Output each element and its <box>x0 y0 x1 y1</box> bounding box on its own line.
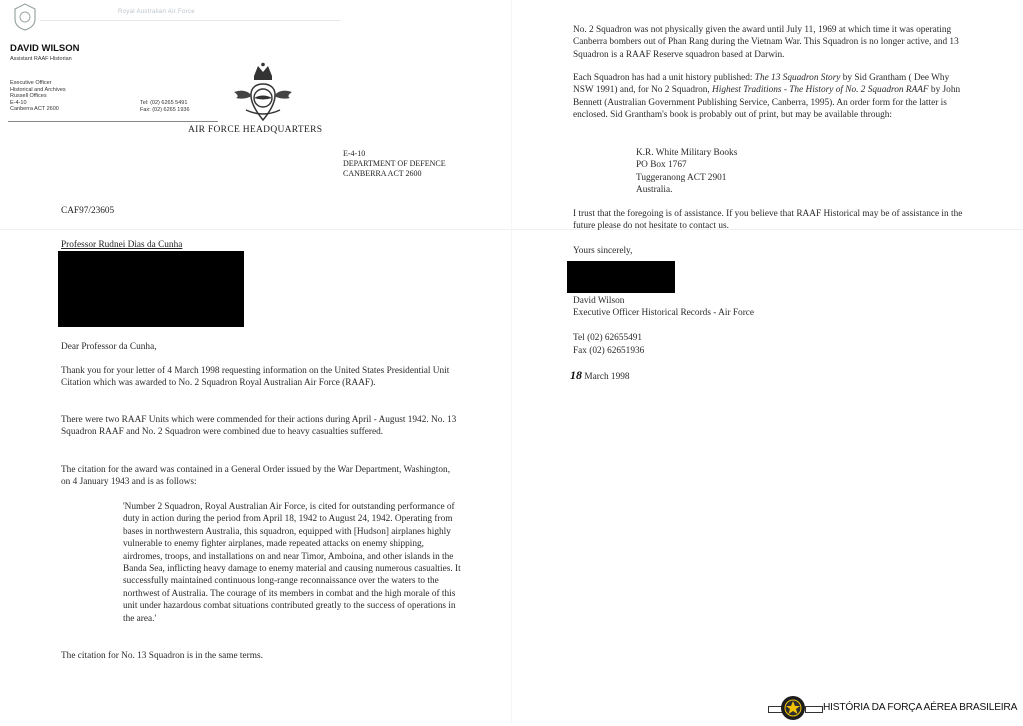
crest-small-icon <box>12 2 38 32</box>
raaf-crest-icon <box>232 62 294 126</box>
brand-roundel-icon <box>780 695 806 721</box>
office-line: Canberra ACT 2600 <box>10 106 59 112</box>
office-address <box>10 80 66 113</box>
book-title: The 13 Squadron Story <box>754 73 841 83</box>
header-rule <box>8 121 218 122</box>
address-block <box>343 149 446 179</box>
book-title: Highest Traditions - The History of No. 2 Squadron RAAF <box>712 85 929 96</box>
text-run: by John Bennett (Australian Government Publishing Service, Canberra, 1995). An order form for the latter is enclosed. Sid Grantham's book is probably out of print, but may be available through: <box>573 85 961 121</box>
bookshop-line: Tuggeranong ACT 2901 <box>636 172 727 183</box>
author-title: Assistant RAAF Historian <box>10 56 72 62</box>
address-line: E-4-10 <box>343 149 366 158</box>
watermark-text: Royal Australian Air Force <box>118 9 195 15</box>
text-run: Each Squadron has had a unit history published: <box>573 73 755 83</box>
signer-title: Executive Officer Historical Records - Air Force <box>573 308 755 318</box>
contact-tel: Tel (02) 62655491 <box>573 333 643 343</box>
bookshop-line: PO Box 1767 <box>636 160 687 171</box>
brand-bar-right <box>805 706 823 713</box>
paragraph: No. 2 Squadron was not physically given the award until July 11, 1969 at which time it was operating Canberra bombers out of Phan Rang during the Vietnam War. This Squadron is no longer active, and 13 Squadron is a RAAF Reserve squadron based at Darwin. <box>573 25 959 60</box>
address-line: CANBERRA ACT 2600 <box>343 169 422 178</box>
fax: Fax: (02) 6265 1936 <box>140 106 190 113</box>
bookshop-line: Australia. <box>636 185 673 196</box>
handwritten-day: 18 <box>570 368 582 382</box>
tel: Tel: (02) 6265 5491 <box>140 100 188 106</box>
valediction: Yours sincerely, <box>573 246 633 256</box>
paragraph: Thank you for your letter of 4 March 1998 requesting information on the United States Presidential Unit Citation which was awarded to No. 2 Squadron Royal Australian Air Force (RAAF). <box>61 366 450 389</box>
paragraph: I trust that the foregoing is of assistance. If you believe that RAAF Historical may be of assistance in the future please do not hesitate to contact us. <box>573 209 963 232</box>
signature-redaction <box>567 261 675 293</box>
reference-number: CAF97/23605 <box>61 206 115 216</box>
recipient-address-redaction <box>58 251 244 327</box>
citation-quote: 'Number 2 Squadron, Royal Australian Air Force, is cited for outstanding performance of duty in action during the period from April 18, 1942 to August 24, 1942. Operating from bases in northwestern Australia, this squadron, equipped with [Hudson] airplanes highly vulnerable to enemy fighter airplanes, made repeated attacks on enemy shipping, airdromes, troops, and installations on and near Timor, Amboina, and other islands in the Banda Sea, inflicting heavy damage to enemy material and causing numerous casualties. It successfully maintained continuous long-range reconnaissance over the waters to the northwest of Australia. The courage of its members in combat and the high morale of this unit under hazardous combat situations contributed greatly to the success of operations in the area.' <box>123 502 461 624</box>
footer-brand <box>768 695 1020 721</box>
address-line: DEPARTMENT OF DEFENCE <box>343 159 446 168</box>
tel-fax <box>140 100 190 113</box>
paragraph: The citation for No. 13 Squadron is in the same terms. <box>61 651 263 661</box>
hq-title: AIR FORCE HEADQUARTERS <box>188 125 323 135</box>
office-line: Russell Offices <box>10 93 47 99</box>
text-run: by Sid Grantham ( Dee Why NSW 1991) and, for No 2 Squadron, <box>573 73 950 96</box>
paragraph: The citation for the award was contained in a General Order issued by the War Department, Washington, on 4 January 1943 and is as follows: <box>61 465 451 488</box>
bookshop-address <box>636 147 737 197</box>
letter-date <box>570 369 630 383</box>
office-line: Historical and Archives <box>10 86 66 93</box>
salutation: Dear Professor da Cunha, <box>61 342 157 352</box>
paragraph: There were two RAAF Units which were commended for their actions during April - August 1942. No. 13 Squadron RAAF and No. 2 Squadron were combined due to heavy casualties suffered. <box>61 415 457 438</box>
brand-name: HISTÓRIA DA FORÇA AÉREA BRASILEIRA <box>823 702 1018 713</box>
header-rule-top <box>40 20 340 21</box>
contact-fax: Fax (02) 62651936 <box>573 346 645 356</box>
office-line: E-4-10 <box>10 99 27 106</box>
date-month-year: March 1998 <box>584 372 630 382</box>
author-name: DAVID WILSON <box>10 43 80 54</box>
signer-name: David Wilson <box>573 296 625 306</box>
recipient-name: Professor Rudnei Dias da Cunha <box>61 240 183 250</box>
bookshop-line: K.R. White Military Books <box>636 148 738 158</box>
paragraph <box>573 72 968 122</box>
page-divider <box>511 0 512 723</box>
office-line: Executive Officer <box>10 80 52 86</box>
